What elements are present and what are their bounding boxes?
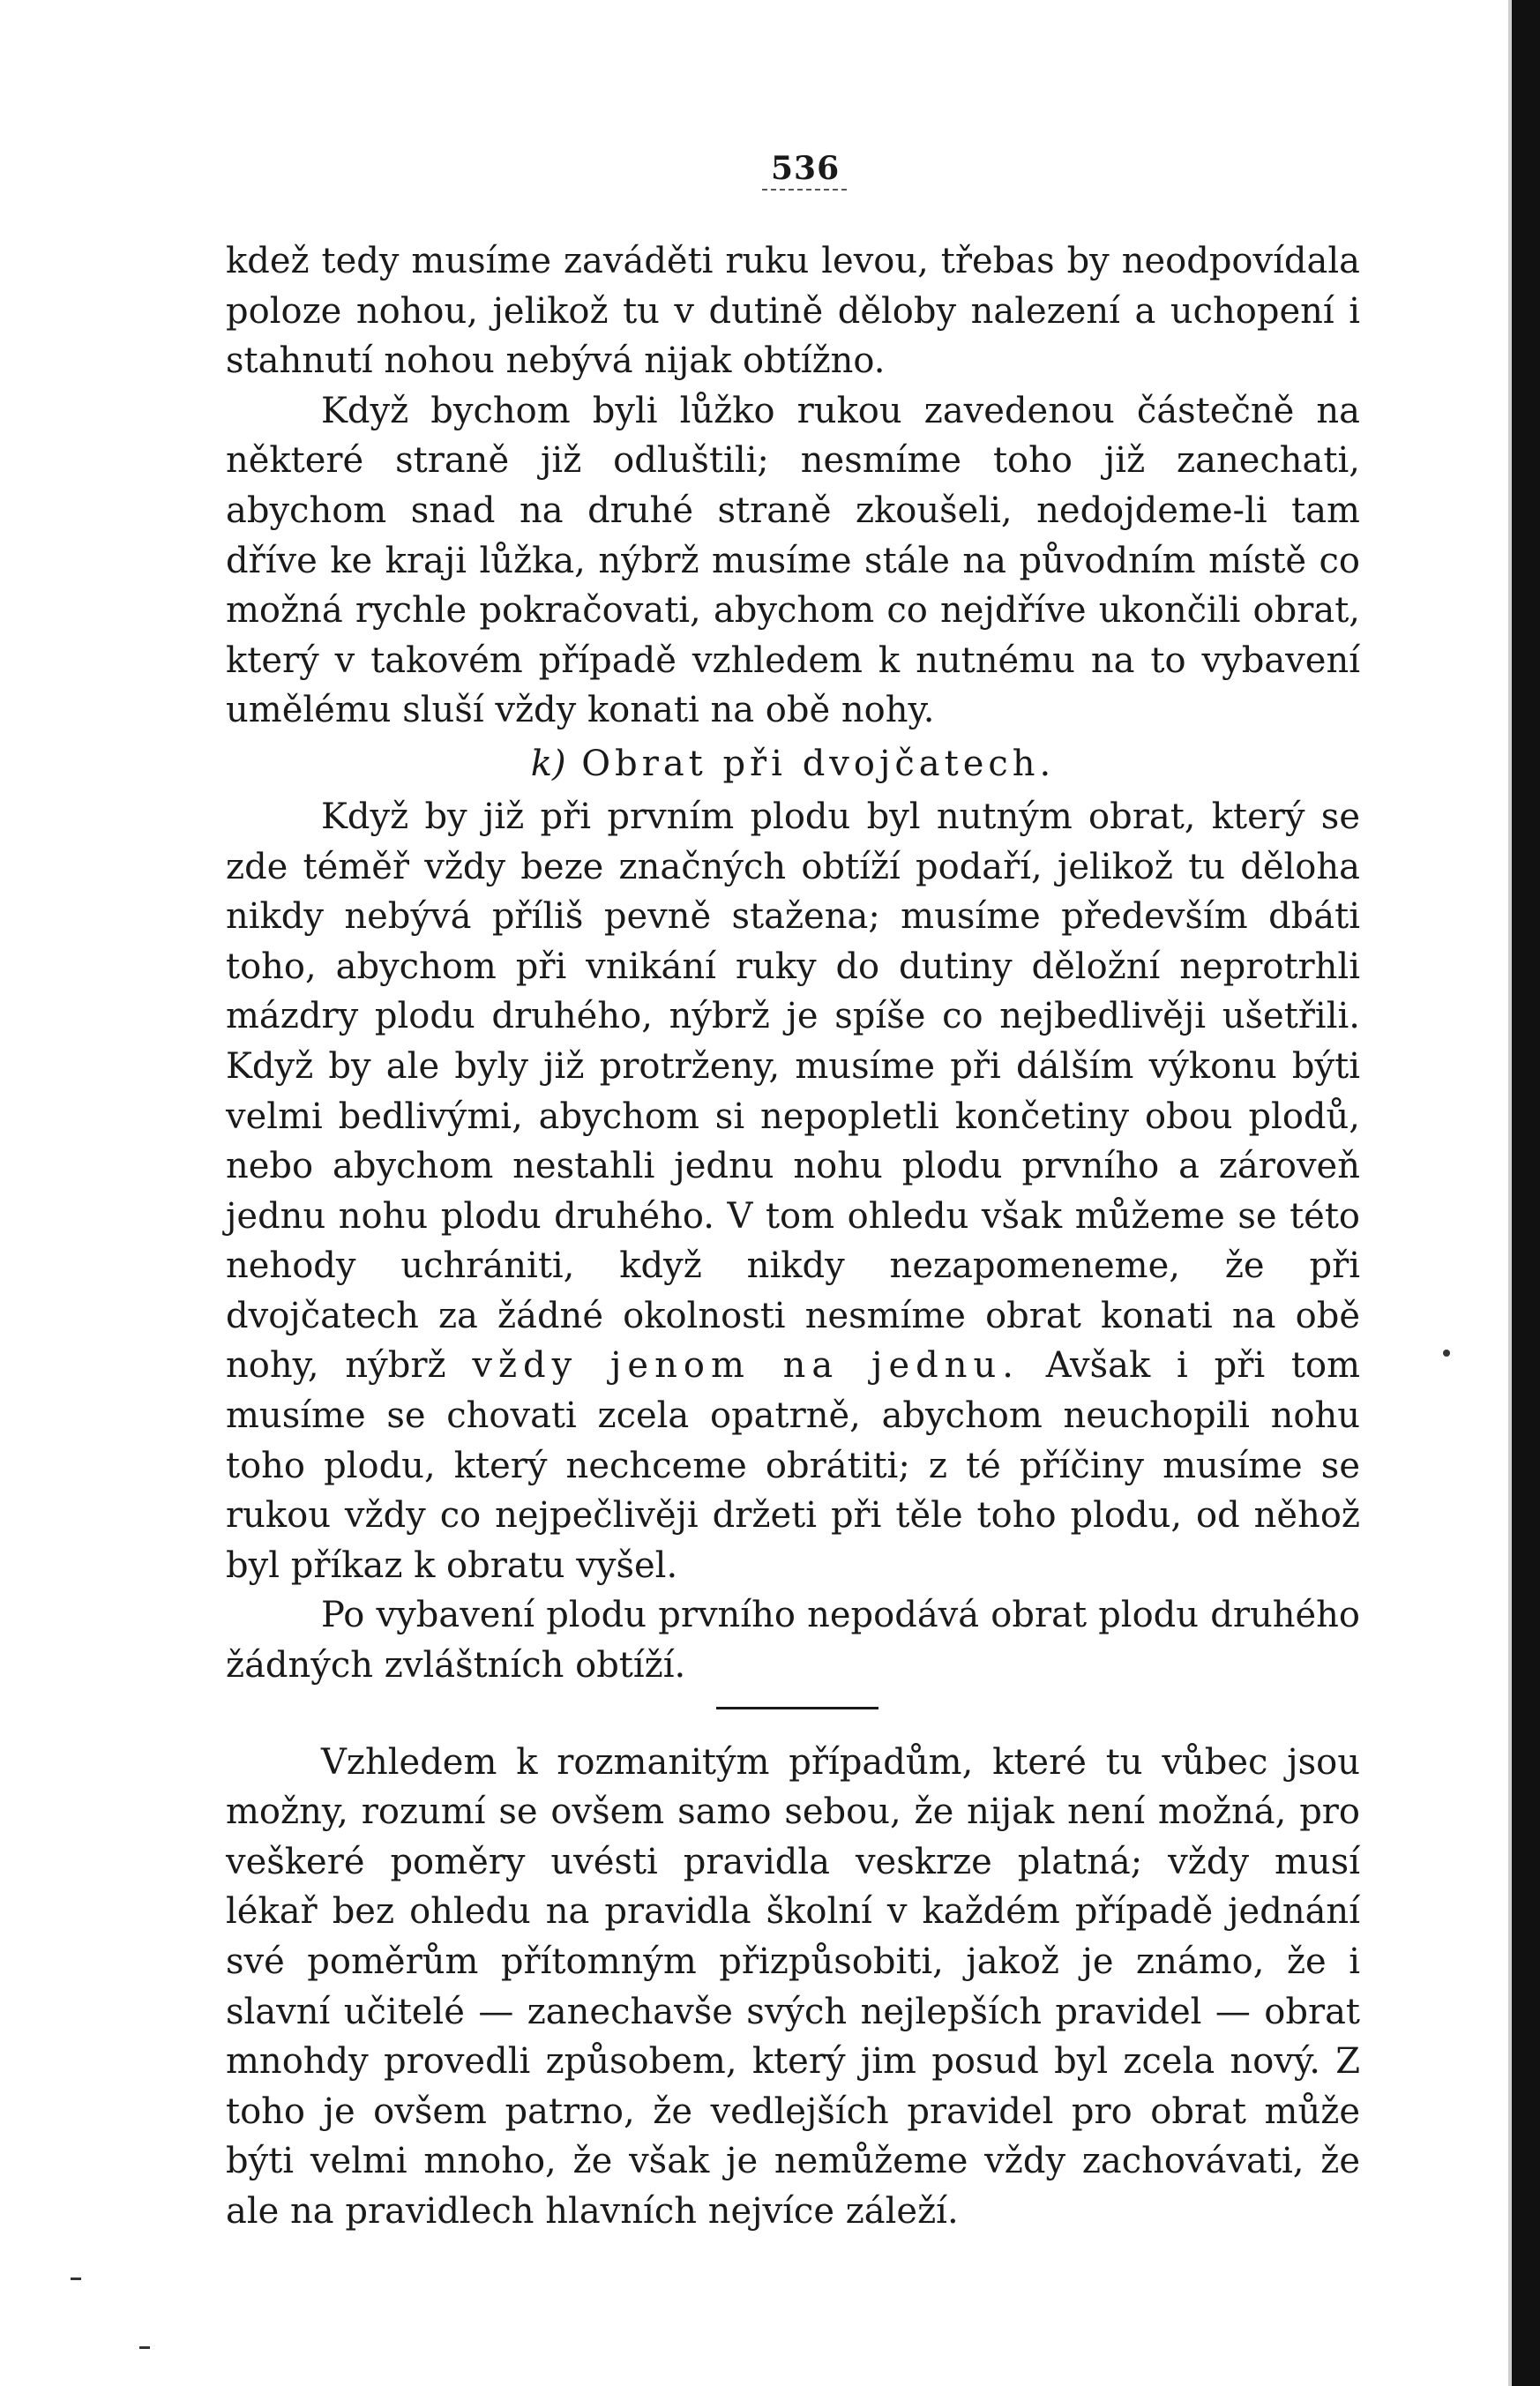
section-heading: [226, 736, 1360, 792]
scan-speck: [1443, 1350, 1450, 1357]
paragraph-continuation: kdež tedy musíme zaváděti ruku levou, třebas by neodpovídala poloze nohou, jelikož tu v dutině děloby nalezení a uchopení i stahnutí nohou nebývá nijak obtížno.: [226, 241, 1360, 382]
section-divider: [716, 1707, 878, 1709]
section-heading-title: Obrat při dvojčatech.: [581, 743, 1056, 784]
paragraph-placenta: Když bychom byli lůžko rukou zavedenou částečně na některé straně již odluštili; nesmíme toho již zanechati, abychom snad na druhé straně zkoušeli, nedojdeme-li tam dříve ke kraji lůžka, nýbrž musíme stále na původním místě co možná rychle pokračovati, abychom co nejdříve ukončili obrat, který v takovém případě vzhledem k nutnému na to vybavení umělému sluší vždy konati na obě nohy.: [226, 390, 1360, 731]
page-number: 536: [771, 150, 841, 187]
scan-speck: [71, 2278, 81, 2280]
paragraph-twins-part2: Avšak i při tom musíme se chovati zcela opatrně, abychom neuchopili nohu toho plodu, který nechceme obrátiti; z té příčiny musíme se rukou vždy co nejpečlivěji držeti při těle toho plodu, od něhož byl příkaz k obratu vyšel.: [226, 1345, 1360, 1586]
section-heading-letter: k): [530, 743, 566, 784]
page-body: [226, 236, 1360, 2237]
paragraph-twins: [226, 792, 1360, 1591]
paragraph-second-fetus: Po vybavení plodu prvního nepodává obrat plodu druhého žádných zvláštních obtíží.: [226, 1595, 1360, 1687]
paragraph-conclusion: Vzhledem k rozmanitým případům, které tu vůbec jsou možny, rozumí se ovšem samo sebou, že nijak není možná, pro veškeré poměry uvésti pravidla veskrze platná; vždy musí lékař bez ohledu na pravidla školní v každém případě jednání své poměrům přítomným přizpůsobiti, jakož je známo, že i slavní učitelé — zanechavše svých nejlepších pravidel — obrat mnohdy provedli způsobem, který jim posud byl zcela nový. Z toho je ovšem patrno, že vedlejších pravidel pro obrat může býti velmi mnoho, že však je nemůžeme vždy zachovávati, že ale na pravidlech hlavních nejvíce záleží.: [226, 1741, 1360, 2232]
page-number-underline: [762, 189, 847, 191]
scan-speck: [139, 2346, 150, 2349]
paragraph-twins-part1: Když by již při prvním plodu byl nutným obrat, který se zde téměř vždy beze značných obtíží podaří, jelikož tu děloha nikdy nebývá příliš pevně stažena; musíme především dbáti toho, abychom při vnikání ruky do dutiny děložní neprotrhli mázdry plodu druhého, nýbrž je spíše co nejbedlivěji ušetřili. Když by ale byly již protrženy, musíme při dálším výkonu býti velmi bedlivými, abychom si nepopletli končetiny obou plodů, nebo abychom nestahli jednu nohu plodu prvního a zároveň jednu nohu plodu druhého. V tom ohledu však můžeme se této nehody uchrániti, když nikdy nezapomeneme, že při dvojčatech za žádné okolnosti nesmíme obrat konati na obě nohy, nýbrž: [226, 796, 1360, 1387]
paragraph-twins-emphasis: vždy jenom na jednu.: [472, 1345, 1020, 1387]
scan-edge-shadow: [1512, 0, 1540, 2386]
